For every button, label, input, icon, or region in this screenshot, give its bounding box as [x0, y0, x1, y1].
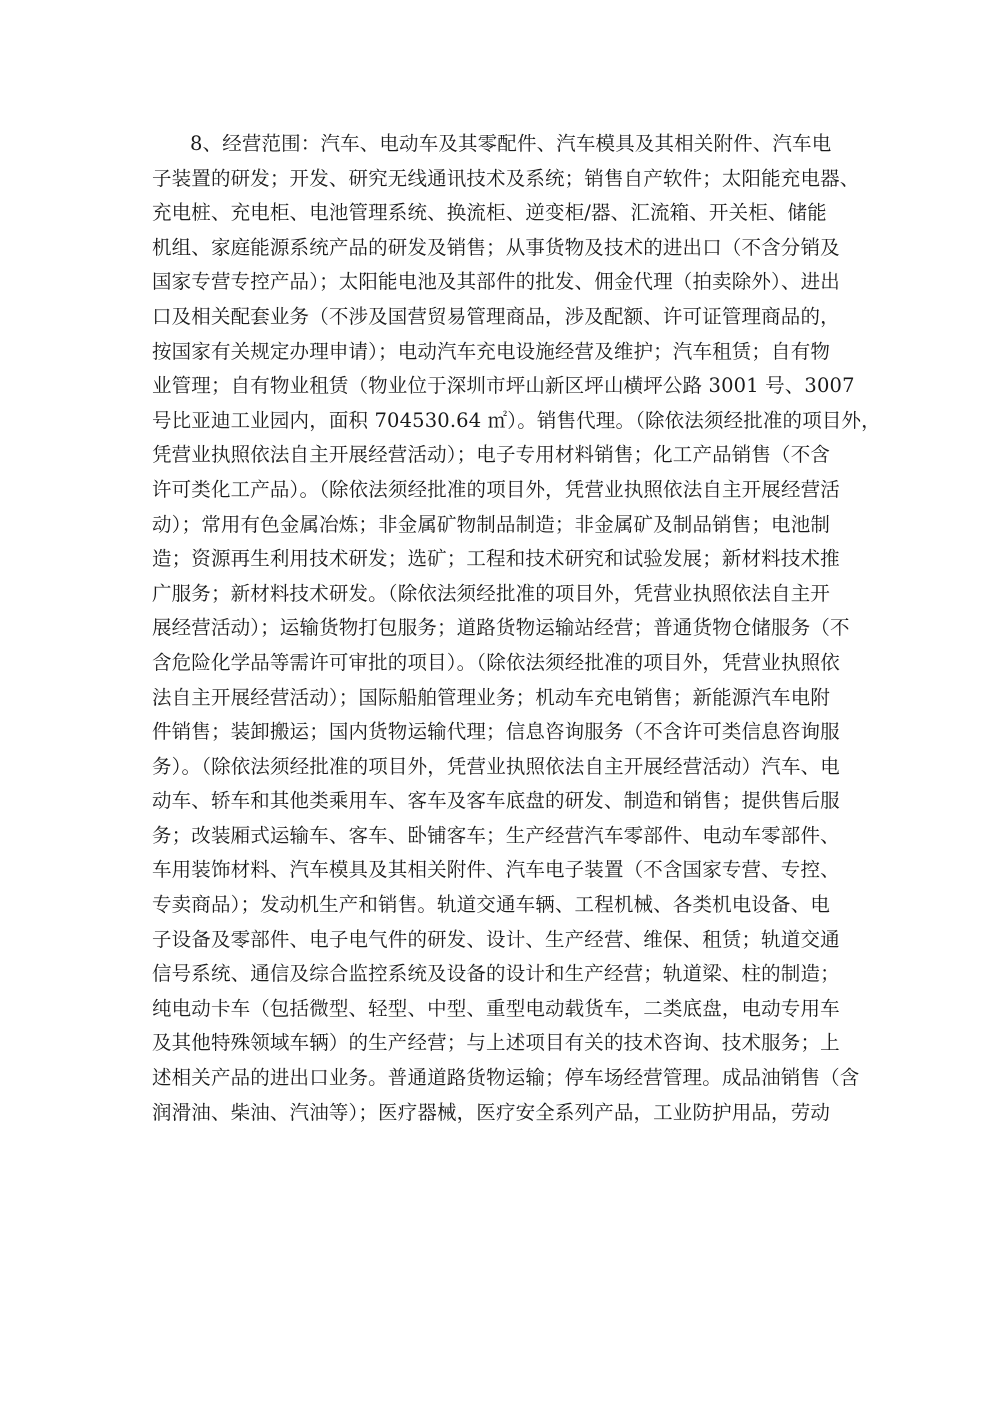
paragraph-line: 述相关产品的进出口业务。普通道路货物运输；停车场经营管理。成品油销售（含	[152, 1066, 860, 1090]
paragraph-line: 含危险化学品等需许可审批的项目）。（除依法须经批准的项目外，凭营业执照依	[152, 650, 840, 674]
paragraph-line: 信号系统、通信及综合监控系统及设备的设计和生产经营；轨道梁、柱的制造；	[152, 962, 840, 986]
paragraph-line: 及其他特殊领域车辆）的生产经营；与上述项目有关的技术咨询、技术服务；上	[152, 1031, 840, 1055]
paragraph-line: 动）；常用有色金属冶炼；非金属矿物制品制造；非金属矿及制品销售；电池制	[152, 512, 831, 536]
paragraph-line: 造；资源再生利用技术研发；选矿；工程和技术研究和试验发展；新材料技术推	[152, 547, 840, 571]
paragraph-line: 展经营活动）；运输货物打包服务；道路货物运输站经营；普通货物仓储服务（不	[152, 616, 850, 640]
paragraph-line: 动车、轿车和其他类乘用车、客车及客车底盘的研发、制造和销售；提供售后服	[152, 789, 840, 813]
paragraph-line: 广服务；新材料技术研发。（除依法须经批准的项目外，凭营业执照依法自主开	[152, 581, 831, 605]
paragraph-line: 专卖商品）；发动机生产和销售。轨道交通车辆、工程机械、各类机电设备、电	[152, 893, 831, 917]
paragraph-line: 子设备及零部件、电子电气件的研发、设计、生产经营、维保、租赁；轨道交通	[152, 927, 840, 951]
paragraph-line: 凭营业执照依法自主开展经营活动）；电子专用材料销售；化工产品销售（不含	[152, 443, 831, 467]
paragraph-line: 车用装饰材料、汽车模具及其相关附件、汽车电子装置（不含国家专营、专控、	[152, 858, 840, 882]
paragraph-line: 润滑油、柴油、汽油等）；医疗器械，医疗安全系列产品，工业防护用品，劳动	[152, 1100, 831, 1124]
paragraph-line: 国家专营专控产品）；太阳能电池及其部件的批发、佣金代理（拍卖除外）、进出	[152, 270, 840, 294]
paragraph-line: 务）。（除依法须经批准的项目外，凭营业执照依法自主开展经营活动）汽车、电	[152, 754, 840, 778]
business-scope-paragraph	[152, 127, 881, 1130]
paragraph-line: 机组、家庭能源系统产品的研发及销售；从事货物及技术的进出口（不含分销及	[152, 235, 840, 259]
paragraph-line: 务；改装厢式运输车、客车、卧铺客车；生产经营汽车零部件、电动车零部件、	[152, 823, 840, 847]
paragraph-line: 纯电动卡车（包括微型、轻型、中型、重型电动载货车，二类底盘，电动专用车	[152, 996, 840, 1020]
paragraph-line: 按国家有关规定办理申请）；电动汽车充电设施经营及维护；汽车租赁；自有物	[152, 339, 831, 363]
paragraph-line: 件销售；装卸搬运；国内货物运输代理；信息咨询服务（不含许可类信息咨询服	[152, 720, 840, 744]
paragraph-line: 法自主开展经营活动）；国际船舶管理业务；机动车充电销售；新能源汽车电附	[152, 685, 831, 709]
paragraph-line: 8、经营范围：汽车、电动车及其零配件、汽车模具及其相关附件、汽车电	[190, 132, 832, 155]
paragraph-line: 号比亚迪工业园内，面积 704530.64 ㎡）。销售代理。（除依法须经批准的项目外，	[152, 408, 881, 432]
paragraph-line: 许可类化工产品）。（除依法须经批准的项目外，凭营业执照依法自主开展经营活	[152, 477, 840, 501]
paragraph-line: 子装置的研发；开发、研究无线通讯技术及系统；销售自产软件；太阳能充电器、	[152, 166, 860, 190]
paragraph-line: 充电桩、充电柜、电池管理系统、换流柜、逆变柜/器、汇流箱、开关柜、储能	[152, 201, 827, 225]
paragraph-line: 业管理；自有物业租赁（物业位于深圳市坪山新区坪山横坪公路 3001 号、3007	[152, 374, 855, 398]
paragraph-line: 口及相关配套业务（不涉及国营贸易管理商品，涉及配额、许可证管理商品的，	[152, 304, 840, 328]
